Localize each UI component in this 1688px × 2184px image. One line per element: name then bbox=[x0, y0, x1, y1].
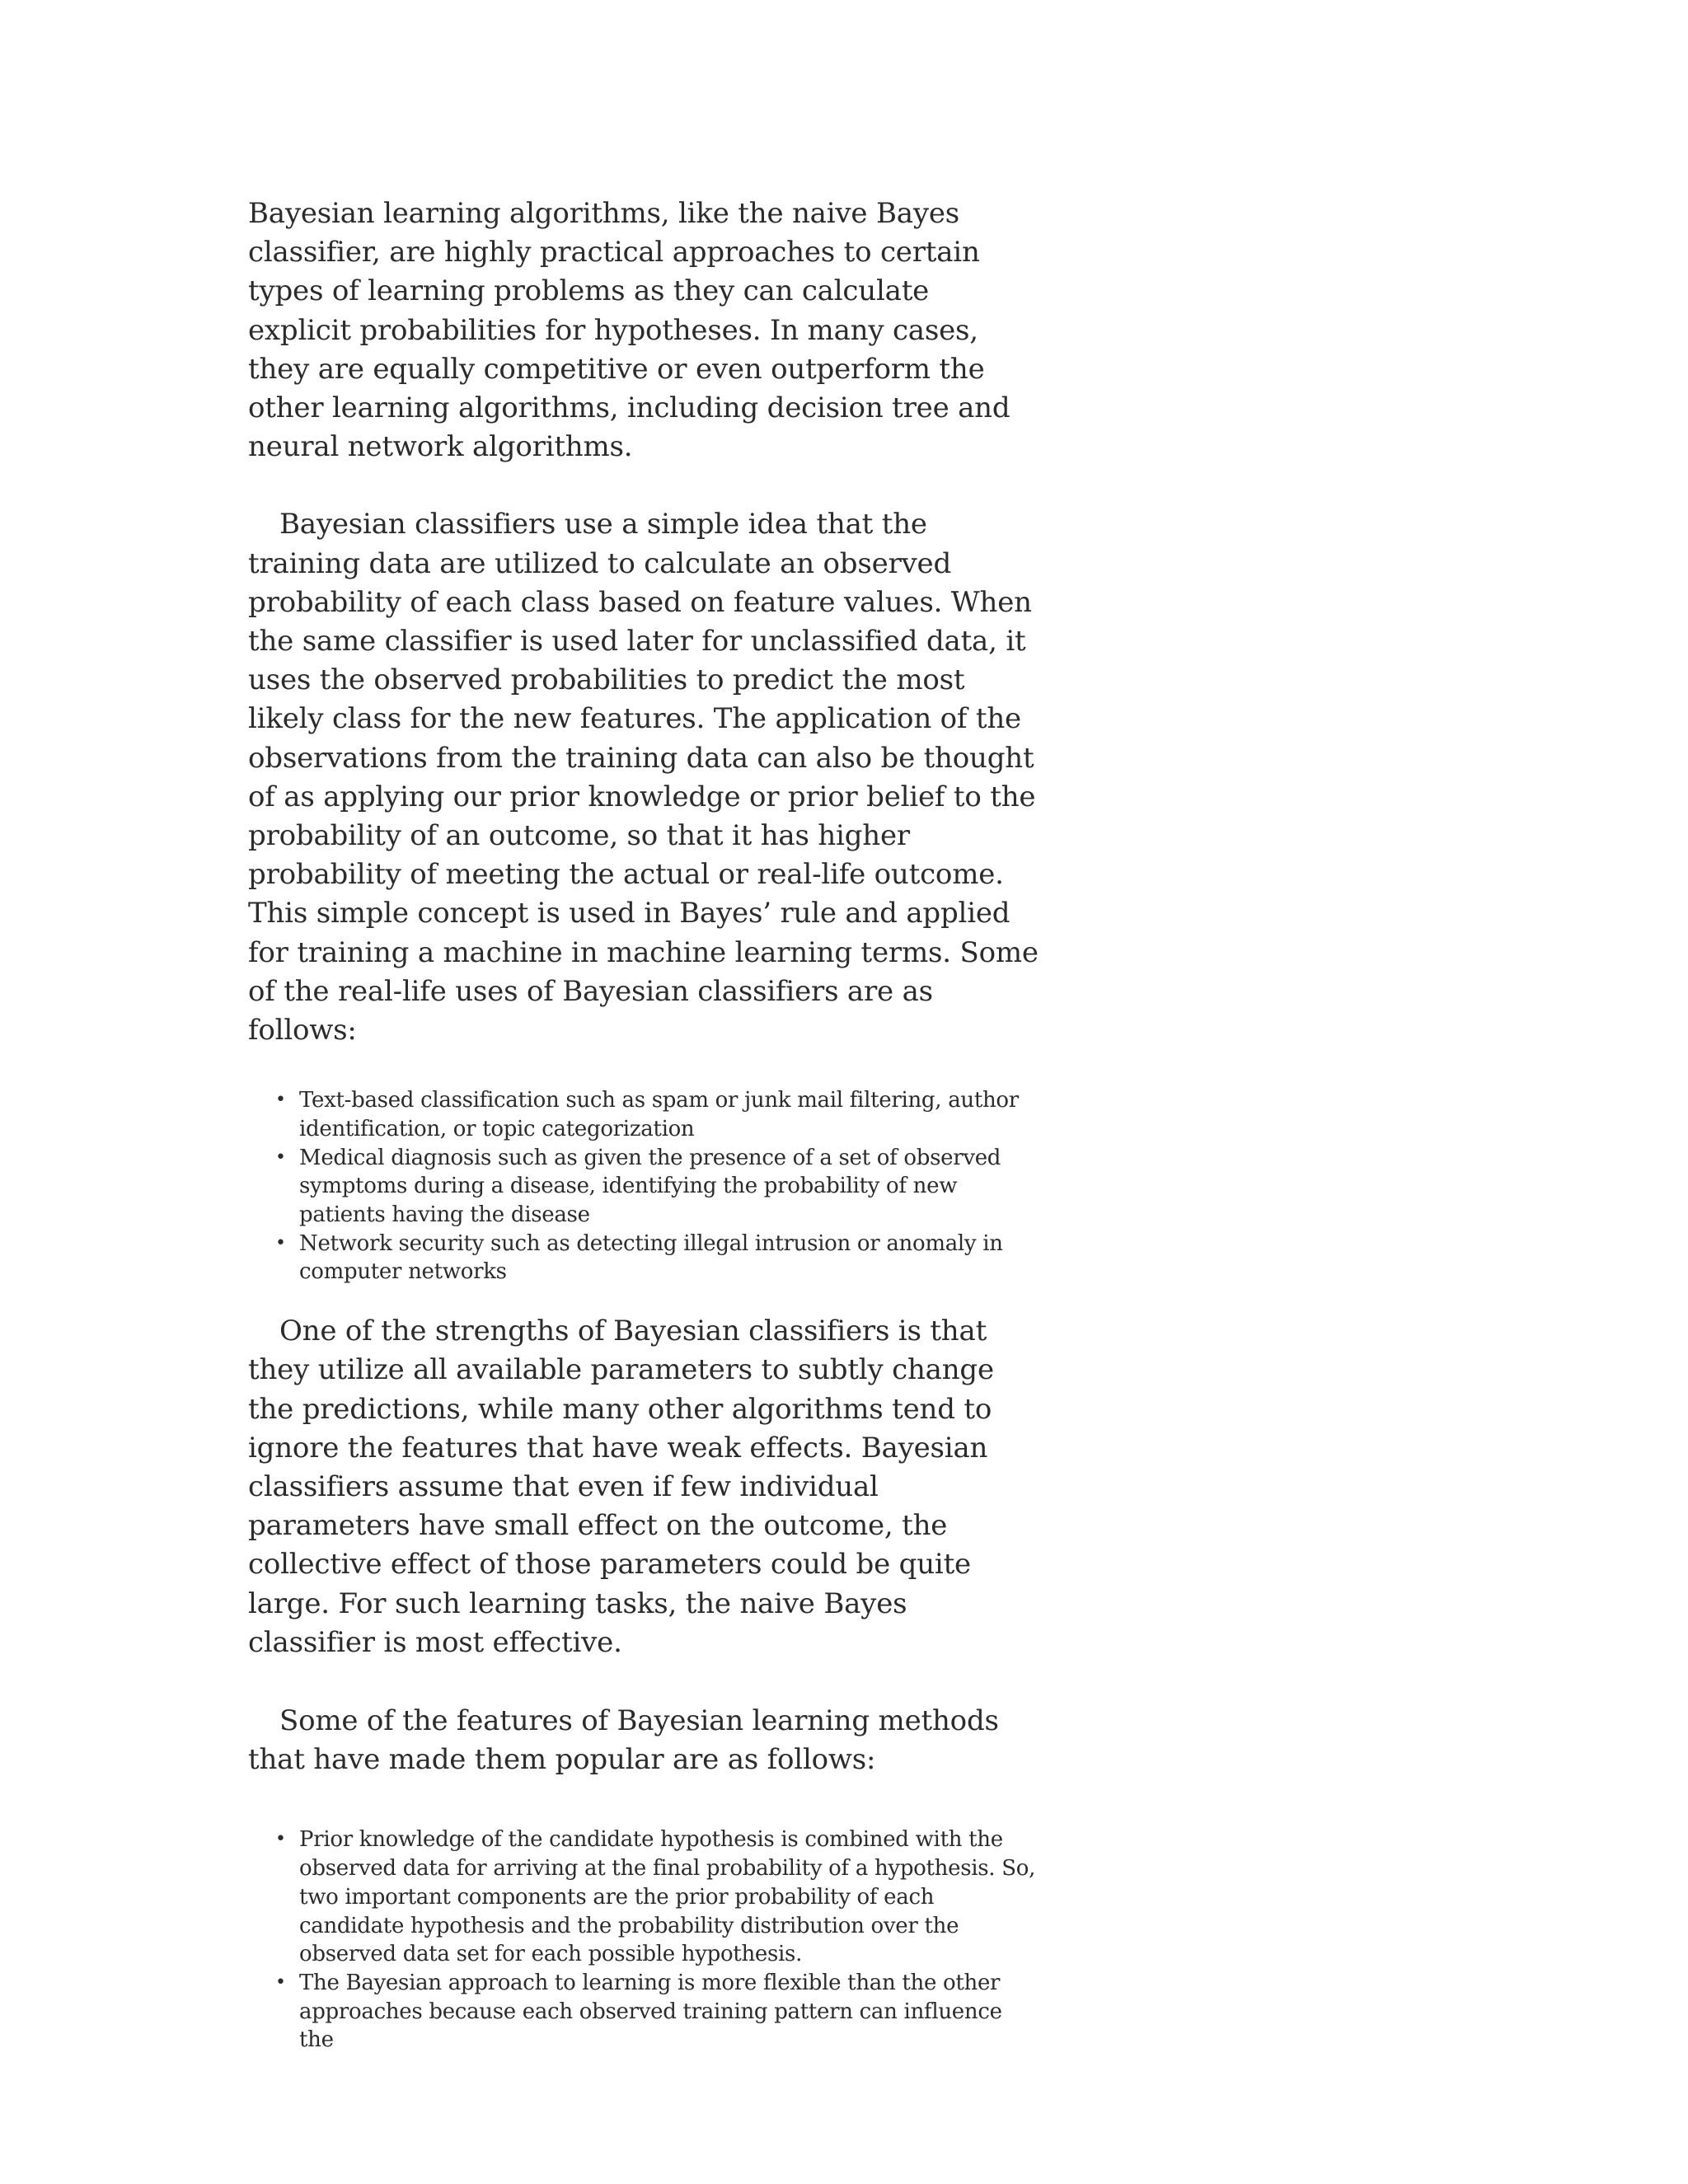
bullet-icon: • bbox=[275, 1090, 286, 1111]
spacer bbox=[248, 1050, 1039, 1086]
uses-list bbox=[248, 1086, 1039, 1286]
document-page bbox=[248, 194, 1039, 2055]
spacer bbox=[248, 1286, 1039, 1312]
paragraph-strengths: One of the strengths of Bayesian classifiers is that they utilize all available parameters to subtly change the predictions, while many other algorithms tend to ignore the features that have weak effects. Bayesian classifiers assume that even if few individual parameters have small effect on the outcome, the collective effect of those parameters could be quite large. For such learning tasks, the naive Bayes classifier is most effective. bbox=[248, 1315, 994, 1659]
list-item: • Medical diagnosis such as given the presence of a set of observed symptoms during a disease, identifying the probability of new patients having the disease bbox=[275, 1145, 1001, 1228]
list-item: • Network security such as detecting illegal intrusion or anomaly in computer networks bbox=[275, 1230, 1003, 1285]
list-item: • The Bayesian approach to learning is more flexible than the other approaches because each observed training pattern can influence the bbox=[275, 1970, 1002, 2053]
bullet-icon: • bbox=[275, 1146, 286, 1168]
paragraph-bayesian-classifiers: Bayesian classifiers use a simple idea that the training data are utilized to calculate an observed probability of each class based on feature values. When the same classifier is used later for unclassified data, it uses the observed probabilities to predict the most likely class for the new features. The application of the observations from the training data can also be thought of as applying our prior knowledge or prior belief to the probability of an outcome, so that it has higher probability of meeting the actual or real-life outcome. This simple concept is used in Bayes’ rule and applied for training a machine in machine learning terms. Some of the real-life uses of Bayesian classifiers are as follows: bbox=[248, 508, 1039, 1047]
paragraph-intro: Bayesian learning algorithms, like the naive Bayes classifier, are highly practical approaches to certain types of learning problems as they can calculate explicit probabilities for hypotheses. In many cases, they are equally competitive or even outperform the other learning algorithms, including decision tree and neural network algorithms. bbox=[248, 197, 1010, 464]
features-list bbox=[248, 1825, 1039, 2055]
bullet-icon: • bbox=[275, 1971, 286, 1993]
spacer bbox=[248, 466, 1039, 505]
bullet-icon: • bbox=[275, 1232, 286, 1254]
list-item: • Text-based classification such as spam or junk mail filtering, author identification, or topic categorization bbox=[275, 1088, 1019, 1141]
spacer bbox=[248, 1662, 1039, 1702]
list-item: • Prior knowledge of the candidate hypothesis is combined with the observed data for arriving at the final probability of a hypothesis. So, two important components are the prior probability of each candidate hypothesis and the probability distribution over the observed data set for each possible hypothesis. bbox=[275, 1827, 1036, 1967]
bullet-icon: • bbox=[275, 1829, 286, 1850]
paragraph-features-intro: Some of the features of Bayesian learning methods that have made them popular are as follows: bbox=[248, 1704, 999, 1777]
spacer bbox=[248, 1779, 1039, 1825]
